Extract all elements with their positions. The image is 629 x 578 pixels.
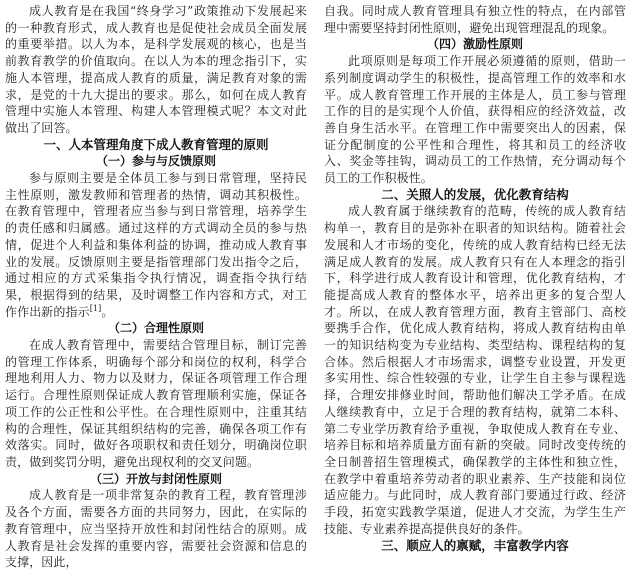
paragraph-participation-text: 参与原则主要是全体员工参与到日常管理，坚持民主性原则，激发教师和管理者的热情，调动其积极性。在教育管理中，管理者应当参与到日常管理，培养学生的责任感和归属感。通过这样的方式调动全员的参与热情，促进个人利益和集体利益的协调，推动成人教育事业的发展。反馈原则主要是指管理部门发出指令之后，通过相应的方式采集指令执行情况，调查指令执行结果，根据得到的结果，及时调整工作内容和方式，对工作作出新的指示 xyxy=(5,171,307,319)
left-column xyxy=(5,3,307,571)
section-heading-content: 三、顺应人的禀赋，丰富教学内容 xyxy=(381,537,569,553)
intro-paragraph: 成人教育是在我国“终身学习”政策推动下发展起来的一种教育形式，成人教育也是促使社会成员全面发展的重要举措。以人为本，是科学发展观的核心，也是当前教育教学的价值取向。在以人为本的理念指引下，实施人本管理，提高成人教育的质量，满足教育对象的需求，是党的十九大提出的要求。那么，如何在成人教育管理中实施人本管理、构建人本管理模式呢？本文对此做出了回答。 xyxy=(5,4,307,135)
section-heading-structure: 二、关照人的发展，优化教育结构 xyxy=(381,186,569,202)
subheading-openness-closure: （三）开放与封闭性原则 xyxy=(89,471,222,486)
right-column xyxy=(324,3,626,554)
citation-marker: [1] xyxy=(89,303,102,313)
subheading-incentive: （四）激励性原则 xyxy=(426,37,523,52)
section-heading-principles: 一、人本管理角度下成人教育管理的原则 xyxy=(43,136,269,152)
paragraph-rationality: 在成人教育管理中，需要结合管理目标，制订完善的管理工作体系，明确每个部分和岗位的权利，科学合理地利用人力、物力以及财力，保证各项管理工作合理运行。合理性原则保证成人教育管理顺利实施，保证各项工作的公正性和公平性。在合理性原则中，注重其结构的合理性，保证其组织结构的完善，确保各项工作有效落实。同时，做好各项职权和责任划分，明确岗位职责，做到奖罚分明，避免出现权利的交叉问题。 xyxy=(5,338,307,469)
paragraph-participation-feedback xyxy=(5,170,307,320)
paragraph-openness-closure: 成人教育是一项非常复杂的教育工程，教育管理涉及各个方面，需要各方面的共同努力，因此，在实际的教育管理中，应当坚持开放性和封闭性结合的原则。成人教育是社会发挥的重要内容，需要社会资源和信息的支撑，因此， xyxy=(5,488,307,570)
paragraph-participation-end: 。 xyxy=(101,304,114,319)
paragraph-structure: 成人教育属于继续教育的范畴，传统的成人教育结构单一，教育目的是弥补在职者的知识结构。随着社会发展和人才市场的变化，传统的成人教育结构已经无法满足成人教育的发展。成人教育只有在人本理念的指引下，科学进行成人教育设计和管理，优化教育结构，才能提高成人教育的整体水平，培养出更多的复合型人才。所以，在成人教育管理方面，教育主管部门、高校要携手合作，优化成人教育结构，将成人教育结构由单一的知识结构变为专业结构、类型结构、课程结构的复合体。然后根据人才市场需求，调整专业设置，开发更多实用性、综合性较强的专业，让学生自主参与课程选择，合理安排修业时间，帮助他们解决工学矛盾。在成人继续教育中，立足于合理的教育结构，就第二本科、第二专业学历教育给予重视，争取使成人教育在专业、培养目标和培养质量方面有新的突破。同时改变传统的全日制普招生管理模式，确保教学的主体性和独立性，在教学中着重培养劳动者的职业素养、生产技能和岗位适应能力。与此同时，成人教育部门要通过行政、经济手段，拓宽实践教学渠道，促进人才交流，为学生生产技能、专业素养提高提供良好的条件。 xyxy=(324,204,626,536)
subheading-rationality: （二）合理性原则 xyxy=(107,321,204,336)
subheading-participation-feedback: （一）参与与反馈原则 xyxy=(95,154,216,169)
paragraph-incentive: 此项原则是每项工作开展必须遵循的原则，借助一系列制度调动学生的积极性，提高管理工作的效率和水平。成人教育管理工作开展的主体是人，员工参与管理工作的目的是实现个人价值，获得相应的经济效益，改善自身生活水平。在管理工作中需要突出人的因素，保证分配制度的公平性和合理性，将其和员工的经济收入、奖金等挂钩，调动员工的工作热情，充分调动每个员工的工作积极性。 xyxy=(324,54,626,186)
paragraph-openness-continued: 自我。同时成人教育管理具有独立性的特点，在内部管理中需要坚持封闭性原则，避免出现管理混乱的现象。 xyxy=(324,4,626,35)
